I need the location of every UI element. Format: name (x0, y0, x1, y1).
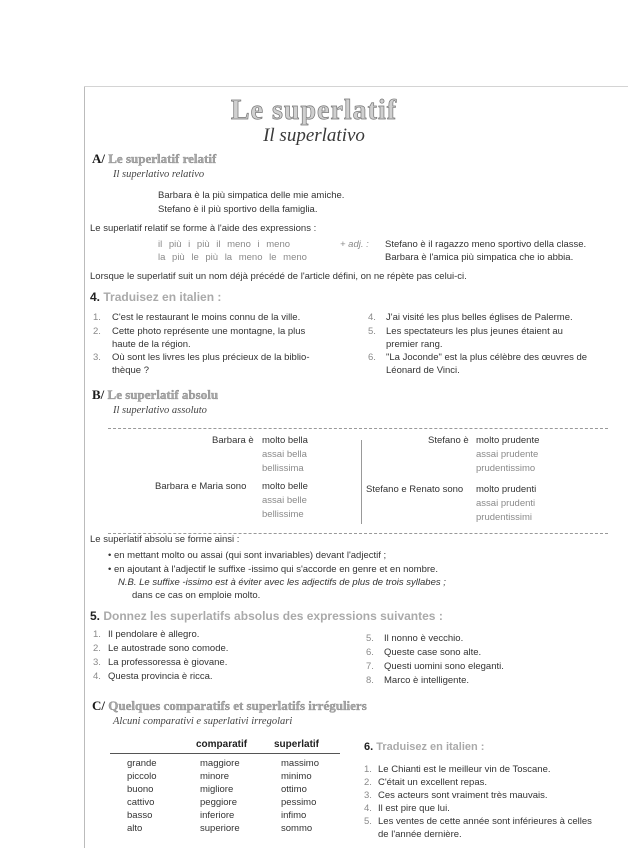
section-b-letter: B/ (92, 387, 105, 402)
box-form: assai prudente (476, 449, 539, 460)
section-c-letter: C/ (92, 698, 105, 713)
exercise-6-heading (364, 741, 484, 753)
exercise-item: Queste case sono alte. (384, 647, 482, 658)
section-a-heading (92, 151, 216, 167)
box-form: assai bella (262, 449, 307, 460)
table-cell: minore (200, 771, 230, 782)
item-number: 2. (364, 777, 372, 788)
item-number: 1. (93, 312, 101, 323)
section-c-heading (92, 698, 367, 714)
table-cell: infimo (281, 810, 307, 821)
exercise-item: Cette photo représente une montagne, la plus (112, 326, 306, 337)
table-cell: inferiore (200, 810, 235, 821)
example-right: Barbara è l'amica più simpatica che io abbia. (385, 252, 574, 263)
section-b-italian: Il superlativo assoluto (113, 405, 207, 416)
item-number: 4. (368, 312, 376, 323)
exercise-item: premier rang. (386, 339, 443, 350)
box-form: molto prudente (476, 435, 540, 446)
item-number: 3. (93, 657, 101, 668)
table-cell: basso (127, 810, 153, 821)
exercise-item: Où sont les livres les plus précieux de la biblio- (112, 352, 310, 363)
exercise-item: Il nonno è vecchio. (384, 633, 464, 644)
box-subject: Stefano è (428, 435, 469, 446)
item-number: 2. (93, 326, 101, 337)
table-cell: piccolo (127, 771, 157, 782)
box-form: bellissime (262, 509, 304, 520)
exercise-4-heading (90, 290, 221, 304)
item-number: 1. (364, 764, 372, 775)
exercise-item: Les ventes de cette année sont inférieures à celles (378, 816, 592, 827)
item-number: 4. (364, 803, 372, 814)
section-b-rule-intro: Le superlatif absolu se forme ainsi : (90, 534, 240, 545)
exercise-4-instruction: Traduisez en italien : (103, 290, 222, 304)
page-top-edge (84, 86, 628, 87)
box-form: molto belle (262, 481, 308, 492)
forms-adj: + adj. : (340, 239, 369, 250)
exercise-5-heading (90, 609, 443, 623)
exercise-item: Le Chianti est le meilleur vin de Toscane. (378, 764, 551, 775)
box-form: bellissima (262, 463, 304, 474)
exercise-6-number: 6. (364, 741, 374, 753)
exercise-item: J'ai visité les plus belles églises de Palerme. (386, 312, 573, 323)
rule-line: dans ce cas on emploie molto. (132, 590, 261, 601)
exercise-item: Le autostrade sono comode. (108, 643, 229, 654)
exercise-item: Il pendolare è allegro. (108, 629, 200, 640)
exercise-item: Ces acteurs sont vraiment très mauvais. (378, 790, 548, 801)
table-cell: peggiore (200, 797, 237, 808)
section-a-italian: Il superlativo relativo (113, 169, 205, 180)
box-form: assai belle (262, 495, 307, 506)
item-number: 3. (364, 790, 372, 801)
table-cell: sommo (281, 823, 313, 834)
page-title: Le superlatif (230, 95, 398, 126)
table-cell: grande (127, 758, 157, 769)
rule-line: N.B. Le suffixe -issimo est à éviter avec les adjectifs de plus de trois syllabes ; (118, 577, 446, 588)
section-c-italian: Alcuni comparativi e superlativi irregolari (113, 716, 293, 727)
box-form: assai prudenti (476, 498, 536, 509)
item-number: 6. (366, 647, 374, 658)
box-subject: Barbara e Maria sono (155, 481, 247, 492)
forms-row: il più i più il meno i meno (158, 239, 291, 250)
item-number: 2. (93, 643, 101, 654)
item-number: 6. (368, 352, 376, 363)
exercise-item: C'était un excellent repas. (378, 777, 488, 788)
forms-row: la più le più la meno le meno (158, 252, 307, 263)
page-left-edge (84, 86, 85, 848)
table-cell: migliore (200, 784, 234, 795)
box-form: molto prudenti (476, 484, 537, 495)
item-number: 8. (366, 675, 374, 686)
rule-line: • en ajoutant à l'adjectif le suffixe -issimo qui s'accorde en genre et en nombre. (108, 564, 438, 575)
exercise-item: C'est le restaurant le moins connu de la ville. (112, 312, 301, 323)
table-cell: massimo (281, 758, 320, 769)
table-cell: minimo (281, 771, 312, 782)
item-number: 7. (366, 661, 374, 672)
exercise-item: thèque ? (112, 365, 149, 376)
box-subject: Stefano e Renato sono (366, 484, 464, 495)
table-cell: ottimo (281, 784, 307, 795)
example-line: Barbara è la più simpatica delle mie amiche. (158, 190, 345, 201)
section-b-heading (92, 387, 218, 403)
section-c-title: Quelques comparatifs et superlatifs irréguliers (108, 698, 367, 713)
box-subject: Barbara è (212, 435, 254, 446)
table-cell: superiore (200, 823, 240, 834)
box-form: molto bella (262, 435, 308, 446)
table-header-superlatif: superlatif (274, 739, 320, 750)
exercise-item: Questi uomini sono eleganti. (384, 661, 504, 672)
item-number: 3. (93, 352, 101, 363)
page-subtitle: Il superlativo (263, 125, 365, 146)
table-cell: pessimo (281, 797, 317, 808)
table-cell: cattivo (127, 797, 155, 808)
item-number: 5. (364, 816, 372, 827)
item-number: 5. (368, 326, 376, 337)
table-header-rule (110, 753, 340, 754)
item-number: 1. (93, 629, 101, 640)
section-a-letter: A/ (92, 151, 105, 166)
exercise-item: Léonard de Vinci. (386, 365, 460, 376)
exercise-4-number: 4. (90, 290, 101, 304)
section-b-title: Le superlatif absolu (107, 387, 219, 402)
exercise-item: Les spectateurs les plus jeunes étaient au (386, 326, 563, 337)
exercise-item: La professoressa è giovane. (108, 657, 228, 668)
table-cell: buono (127, 784, 154, 795)
exercise-item: haute de la région. (112, 339, 191, 350)
exercise-item: de l'année dernière. (378, 829, 462, 840)
box-form: prudentissimi (476, 512, 532, 523)
rule-line: • en mettant molto ou assai (qui sont invariables) devant l'adjectif ; (108, 550, 387, 561)
table-header-comparatif: comparatif (196, 739, 248, 750)
table-cell: maggiore (200, 758, 240, 769)
section-a-intro: Le superlatif relatif se forme à l'aide des expressions : (90, 223, 317, 234)
section-a-note: Lorsque le superlatif suit un nom déjà précédé de l'article défini, on ne répète pas celui-ci. (90, 271, 467, 282)
exercise-5-instruction: Donnez les superlatifs absolus des expressions suivantes : (103, 609, 443, 623)
exercise-5-number: 5. (90, 609, 101, 623)
exercise-item: "La Joconde" est la plus célèbre des œuvres de (386, 352, 588, 363)
box-divider (361, 440, 362, 524)
exercise-item: Marco è intelligente. (384, 675, 470, 686)
section-a-title: Le superlatif relatif (108, 151, 217, 166)
exercise-item: Questa provincia è ricca. (108, 671, 213, 682)
exercise-6-instruction: Traduisez en italien : (376, 741, 485, 753)
example-right: Stefano è il ragazzo meno sportivo della classe. (385, 239, 587, 250)
table-cell: alto (127, 823, 143, 834)
example-line: Stefano è il più sportivo della famiglia. (158, 204, 318, 215)
box-form: prudentissimo (476, 463, 536, 474)
exercise-item: Il est pire que lui. (378, 803, 450, 814)
item-number: 4. (93, 671, 101, 682)
item-number: 5. (366, 633, 374, 644)
